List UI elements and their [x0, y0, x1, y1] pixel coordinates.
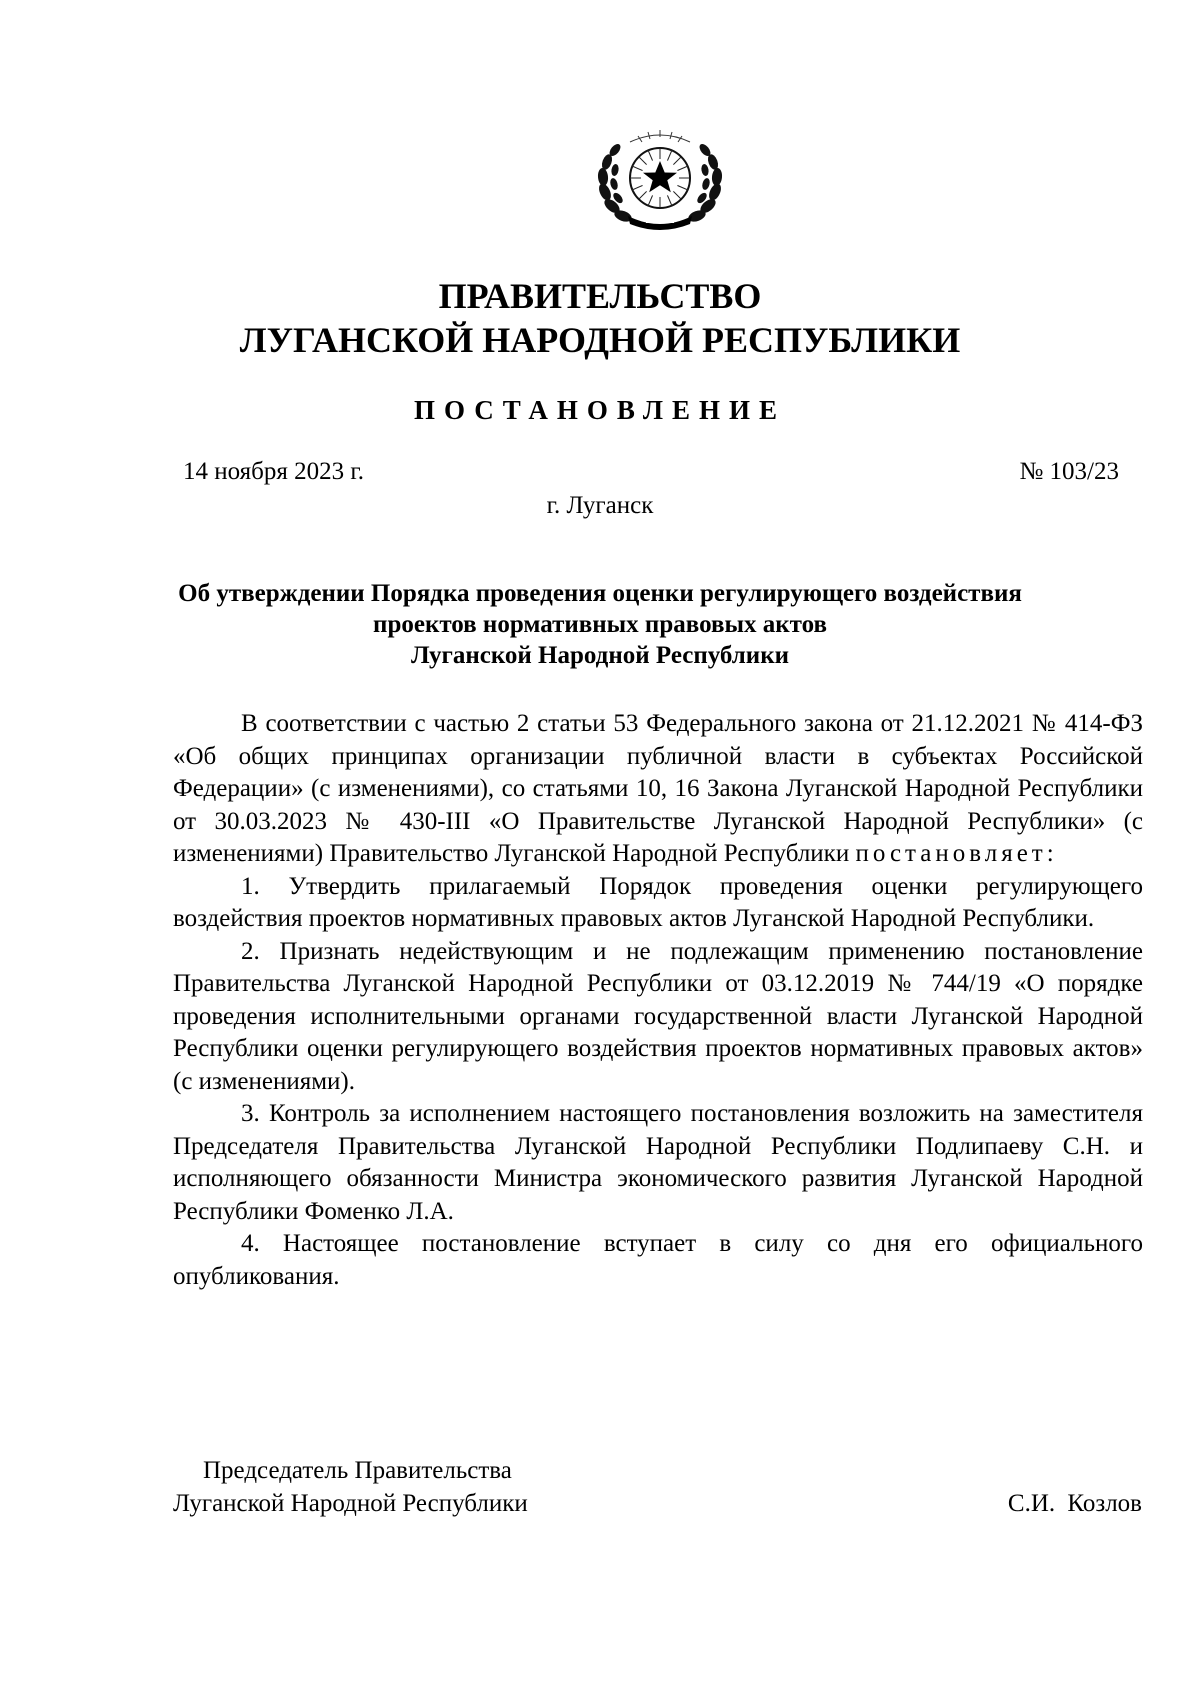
document-body	[173, 708, 1143, 1293]
decree-item-4: 4. Настоящее постановление вступает в силу со дня его официального опубликования.	[173, 1230, 1143, 1290]
document-date: 14 ноября 2023 г.	[183, 458, 365, 485]
signer-title: Председатель Правительства	[203, 1457, 512, 1484]
signer-name: С.И. Козлов	[1007, 1490, 1142, 1517]
preamble-text: В соответствии с частью 2 статьи 53 Федерального закона от 21.12.2021 № 414-ФЗ «Об общих принципах организации публичной власти в субъектах Российской Федерации» (с изменениями), со статьями 10, 16 Закона Луганской Народной Республики от 30.03.2023 № 430-III «О Правительстве Луганской Народной Республики» (с изменениями) Правительство Луганской Народной Республики	[173, 710, 1143, 867]
decree-item-1: 1. Утвердить прилагаемый Порядок проведения оценки регулирующего воздействия проектов нормативных правовых актов Луганской Народной Республики.	[173, 872, 1143, 932]
document-city: г. Луганск	[546, 492, 654, 519]
title-line2: проектов нормативных правовых актов	[373, 611, 827, 638]
coat-of-arms-emblem-icon	[590, 128, 730, 234]
decree-item-2: 2. Признать недействующим и не подлежащим применению постановление Правительства Луганской Народной Республики от 03.12.2019 № 744/19 «О порядке проведения исполнительными органами государственной власти Луганской Народной Республики оценки регулирующего воздействия проектов нормативных правовых актов» (с изменениями).	[173, 937, 1143, 1095]
decree-item-3: 3. Контроль за исполнением настоящего постановления возложить на заместителя Председателя Правительства Луганской Народной Республики Подлипаеву С.Н. и исполняющего обязанности Министра экономического развития Луганской Народной Республики Фоменко Л.А.	[173, 1100, 1143, 1225]
document-number: № 103/23	[1019, 458, 1119, 485]
signer-organization: Луганской Народной Республики	[173, 1490, 528, 1517]
government-name-line2: ЛУГАНСКОЙ НАРОДНОЙ РЕСПУБЛИКИ	[239, 320, 961, 360]
document-title	[150, 578, 1050, 671]
preamble-paragraph	[173, 708, 1143, 871]
title-line3: Луганской Народной Республики	[410, 642, 790, 669]
decree-word: постановляет:	[855, 840, 1058, 867]
government-name-line1: ПРАВИТЕЛЬСТВО	[438, 276, 762, 316]
title-line1: Об утверждении Порядка проведения оценки регулирующего воздействия	[178, 580, 1022, 607]
government-name	[0, 274, 1200, 362]
document-type: ПОСТАНОВЛЕНИЕ	[413, 395, 787, 425]
